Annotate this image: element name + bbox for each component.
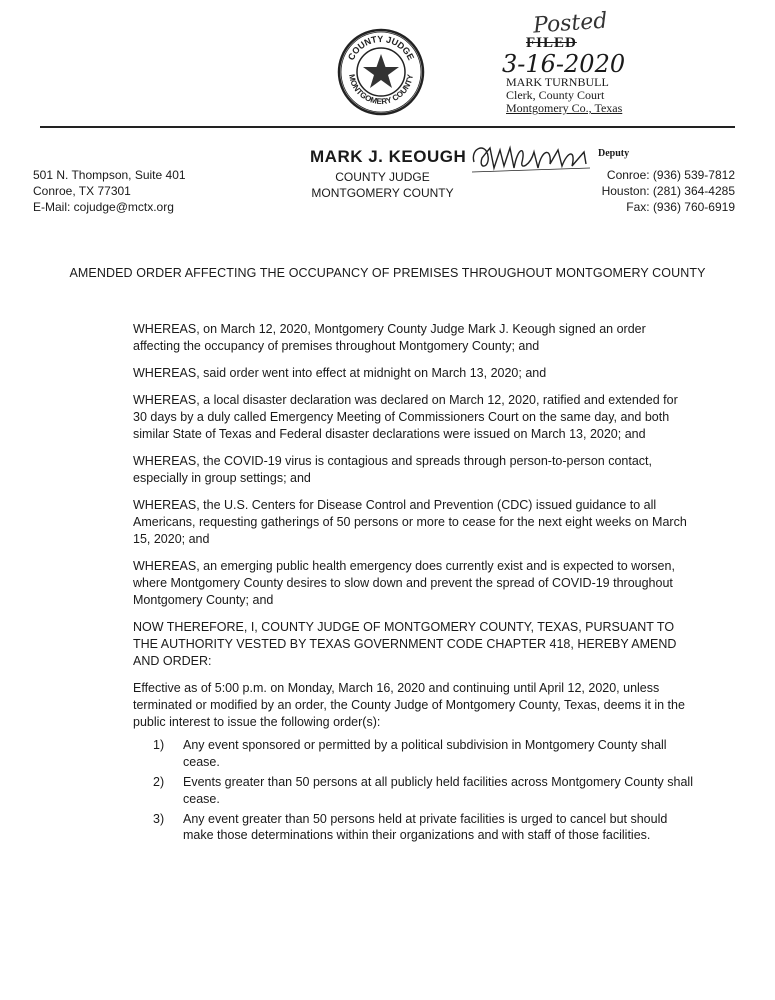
order-number: 3) bbox=[153, 811, 165, 826]
office-address bbox=[33, 167, 186, 215]
svg-text:MONTGOMERY COUNTY: MONTGOMERY COUNTY bbox=[346, 73, 415, 107]
order-text: Any event greater than 50 persons held at private facilities is urged to cancel but should make those determinations within their organizations and with staff of those facilities. bbox=[183, 811, 668, 843]
order-text: Any event sponsored or permitted by a political subdivision in Montgomery County shall cease. bbox=[183, 738, 667, 770]
svg-text:COUNTY JUDGE: COUNTY JUDGE bbox=[345, 33, 417, 62]
clerk-county: Montgomery Co., Texas bbox=[506, 101, 623, 115]
filed-label: FILED bbox=[526, 35, 577, 51]
whereas-paragraph: WHEREAS, a local disaster declaration was declared on March 12, 2020, ratified and extended for 30 days by a duly called Emergency Meeting of Commissioners Court on the same day, and both similar State of Texas and Federal disaster declarations were issued on March 13, 2020; and bbox=[133, 393, 678, 441]
judge-name: MARK J. KEOUGH bbox=[310, 147, 467, 166]
order-item bbox=[133, 811, 693, 845]
order-number: 2) bbox=[153, 775, 165, 790]
order-item bbox=[133, 737, 693, 771]
whereas-paragraph: WHEREAS, the COVID-19 virus is contagious and spreads through person-to-person contact, especially in group settings; and bbox=[133, 454, 653, 486]
header-rule bbox=[40, 126, 735, 128]
email-line: E-Mail: cojudge@mctx.org bbox=[33, 200, 174, 214]
order-number: 1) bbox=[153, 738, 165, 753]
order-text: Events greater than 50 persons at all publicly held facilities across Montgomery County shall cease. bbox=[183, 775, 693, 806]
address-line-2: Conroe, TX 77301 bbox=[33, 184, 131, 198]
phone-houston: Houston: (281) 364-4285 bbox=[601, 184, 735, 198]
clerk-name: MARK TURNBULL bbox=[506, 75, 609, 89]
county-judge-seal bbox=[337, 28, 425, 116]
order-body bbox=[133, 321, 693, 847]
fax: Fax: (936) 760-6919 bbox=[626, 200, 735, 214]
phone-conroe: Conroe: (936) 539-7812 bbox=[606, 168, 735, 182]
whereas-paragraph: WHEREAS, on March 12, 2020, Montgomery County Judge Mark J. Keough signed an order affecting the occupancy of premises throughout Montgomery County; and bbox=[133, 322, 646, 353]
whereas-paragraph: WHEREAS, an emerging public health emergency does currently exist and is expected to worsen, where Montgomery County desires to slow down and prevent the spread of COVID-19 throughout Montgomery County; and bbox=[133, 559, 675, 607]
office-phones bbox=[602, 167, 735, 215]
clerk-title: Clerk, County Court bbox=[506, 88, 605, 102]
clerk-filing-stamp bbox=[478, 10, 638, 115]
deputy-label: Deputy bbox=[598, 148, 630, 159]
now-therefore-paragraph: NOW THEREFORE, I, COUNTY JUDGE OF MONTGOMERY COUNTY, TEXAS, PURSUANT TO THE AUTHORITY VESTED BY TEXAS GOVERNMENT CODE CHAPTER 418, HEREBY AMEND AND ORDER: bbox=[133, 620, 677, 668]
effective-paragraph: Effective as of 5:00 p.m. on Monday, March 16, 2020 and continuing until April 12, 2020, unless terminated or modified by an order, the County Judge of Montgomery County, Texas, deems it in the public interest to issue the following order(s): bbox=[133, 681, 685, 729]
judge-county: MONTGOMERY COUNTY bbox=[311, 186, 454, 200]
whereas-paragraph: WHEREAS, the U.S. Centers for Disease Control and Prevention (CDC) issued guidance to all Americans, requesting gatherings of 50 persons or more to cease for the next eight weeks on March 15, 2020; and bbox=[133, 498, 687, 546]
order-item bbox=[133, 774, 693, 808]
orders-list bbox=[133, 737, 693, 844]
filed-date: 3-16-2020 bbox=[502, 50, 626, 78]
address-line-1: 501 N. Thompson, Suite 401 bbox=[33, 168, 186, 182]
judge-title: COUNTY JUDGE bbox=[335, 170, 430, 184]
document-title: AMENDED ORDER AFFECTING THE OCCUPANCY OF PREMISES THROUGHOUT MONTGOMERY COUNTY bbox=[69, 266, 706, 280]
whereas-paragraph: WHEREAS, said order went into effect at midnight on March 13, 2020; and bbox=[133, 366, 547, 381]
deputy-signature bbox=[468, 138, 598, 178]
posted-handwritten: Posted bbox=[532, 8, 609, 39]
